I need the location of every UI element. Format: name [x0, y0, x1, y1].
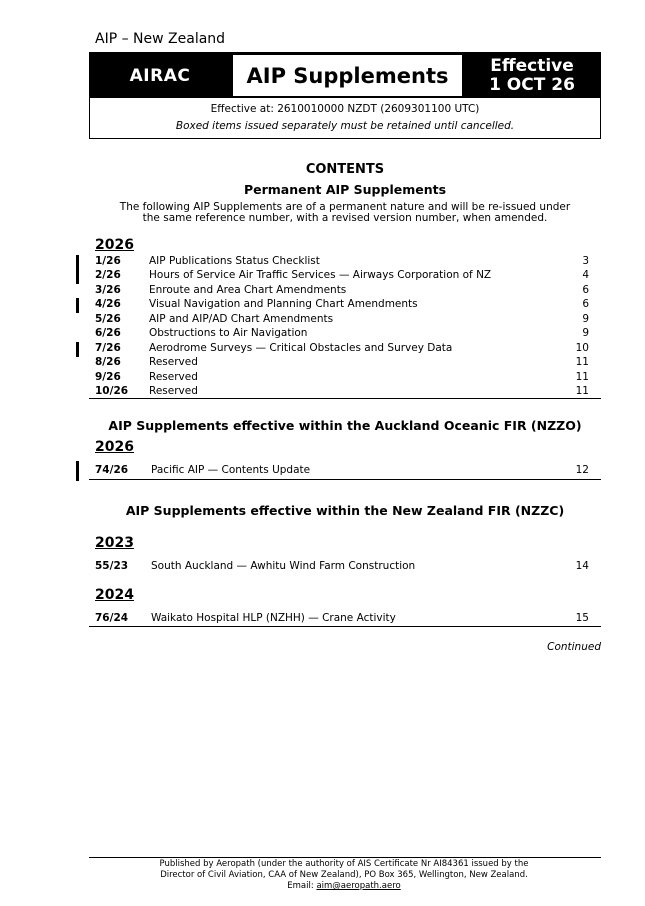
section-divider [89, 479, 601, 480]
supplement-page: 3 [582, 255, 589, 267]
supplement-page: 4 [582, 269, 589, 281]
nz-year-heading: 2023 [95, 535, 134, 551]
contents-title: CONTENTS [305, 162, 385, 177]
supplements-title: AIP Supplements [233, 55, 462, 96]
supplement-number: 55/23 [95, 560, 129, 572]
supplement-title: AIP Publications Status Checklist [149, 255, 320, 267]
intro-line-1: The following AIP Supplements are of a permanent nature and will be re-issued under [119, 201, 571, 213]
supplement-title: Reserved [149, 356, 198, 368]
supplement-page: 12 [575, 464, 589, 476]
section-divider [89, 626, 601, 627]
footer-line-2: Director of Civil Aviation, CAA of New Zealand), PO Box 365, Wellington, New Zealand. [160, 870, 528, 880]
supplement-page: 6 [582, 284, 589, 296]
supplement-number: 8/26 [95, 356, 121, 368]
supplement-row[interactable] [89, 254, 601, 268]
header-box [89, 52, 601, 139]
section-divider [89, 398, 601, 399]
supplement-title: Visual Navigation and Planning Chart Amendments [149, 298, 418, 310]
supplement-row[interactable] [89, 463, 601, 477]
supplement-row[interactable] [89, 370, 601, 384]
continued-note: Continued [547, 641, 601, 653]
supplement-page: 9 [582, 313, 589, 325]
supplement-row[interactable] [89, 312, 601, 326]
supplement-number: 74/26 [95, 464, 129, 476]
supplement-page: 6 [582, 298, 589, 310]
supplement-row[interactable] [89, 355, 601, 369]
supplement-title: Aerodrome Surveys — Critical Obstacles and Survey Data [149, 342, 453, 354]
publisher-footer [89, 859, 599, 892]
document-title: AIP – New Zealand [95, 31, 226, 47]
supplement-title: Pacific AIP — Contents Update [151, 464, 311, 476]
email-link[interactable]: aim@aeropath.aero [316, 881, 401, 891]
effective-label: Effective [490, 55, 574, 76]
supplement-row[interactable] [89, 611, 601, 625]
supplement-page: 14 [575, 560, 589, 572]
supplement-title: Enroute and Area Chart Amendments [149, 284, 347, 296]
change-bar [76, 298, 79, 313]
supplement-number: 7/26 [95, 342, 121, 354]
supplement-title: Reserved [149, 385, 198, 397]
supplement-number: 10/26 [95, 385, 129, 397]
footer-line-3 [89, 881, 599, 892]
supplement-page: 9 [582, 327, 589, 339]
supplement-row[interactable] [89, 341, 601, 355]
effective-date: 1 OCT 26 [489, 74, 575, 95]
effective-box [464, 53, 600, 98]
boxed-notice: Boxed items issued separately must be retained until cancelled. [175, 120, 515, 132]
oceanic-year-heading: 2026 [95, 439, 134, 455]
supplement-title: Waikato Hospital HLP (NZHH) — Crane Activity [151, 612, 396, 624]
supplement-page: 11 [575, 356, 589, 368]
permanent-year-heading: 2026 [95, 237, 134, 253]
header-bar [90, 53, 600, 98]
supplement-row[interactable] [89, 326, 601, 340]
intro-line-2: the same reference number, with a revised version number, when amended. [142, 212, 548, 224]
supplement-number: 76/24 [95, 612, 129, 624]
supplement-number: 4/26 [95, 298, 121, 310]
footer-rule [89, 857, 601, 858]
footer-line-1: Published by Aeropath (under the authority of AIS Certificate Nr AI84361 issued by the [159, 859, 529, 869]
supplement-page: 11 [575, 385, 589, 397]
supplement-page: 11 [575, 371, 589, 383]
supplement-row[interactable] [89, 283, 601, 297]
supplement-title: Obstructions to Air Navigation [149, 327, 308, 339]
supplement-row[interactable] [89, 297, 601, 311]
nz-section-title: AIP Supplements effective within the New Zealand FIR (NZZC) [125, 503, 565, 518]
supplement-title: South Auckland — Awhitu Wind Farm Construction [151, 560, 416, 572]
change-bar [76, 255, 79, 284]
supplement-number: 6/26 [95, 327, 121, 339]
supplement-title: Hours of Service Air Traffic Services — Airways Corporation of NZ [149, 269, 492, 281]
supplement-page: 10 [575, 342, 589, 354]
supplement-number: 2/26 [95, 269, 121, 281]
email-label: Email: [287, 881, 317, 891]
supplement-number: 5/26 [95, 313, 121, 325]
nz-year-heading: 2024 [95, 587, 134, 603]
supplement-number: 3/26 [95, 284, 121, 296]
supplement-title: Reserved [149, 371, 198, 383]
supplement-number: 1/26 [95, 255, 121, 267]
supplement-row[interactable] [89, 384, 601, 398]
permanent-section-title: Permanent AIP Supplements [243, 182, 447, 197]
change-bar [76, 342, 79, 357]
supplement-page: 15 [575, 612, 589, 624]
supplement-row[interactable] [89, 559, 601, 573]
effective-at: Effective at: 2610010000 NZDT (2609301100 UTC) [210, 103, 480, 115]
oceanic-section-title: AIP Supplements effective within the Auckland Oceanic FIR (NZZO) [108, 418, 582, 433]
airac-label: AIRAC [129, 65, 191, 86]
supplement-number: 9/26 [95, 371, 121, 383]
supplement-row[interactable] [89, 268, 601, 282]
change-bar [76, 461, 79, 481]
permanent-intro [110, 202, 580, 224]
supplement-title: AIP and AIP/AD Chart Amendments [149, 313, 334, 325]
